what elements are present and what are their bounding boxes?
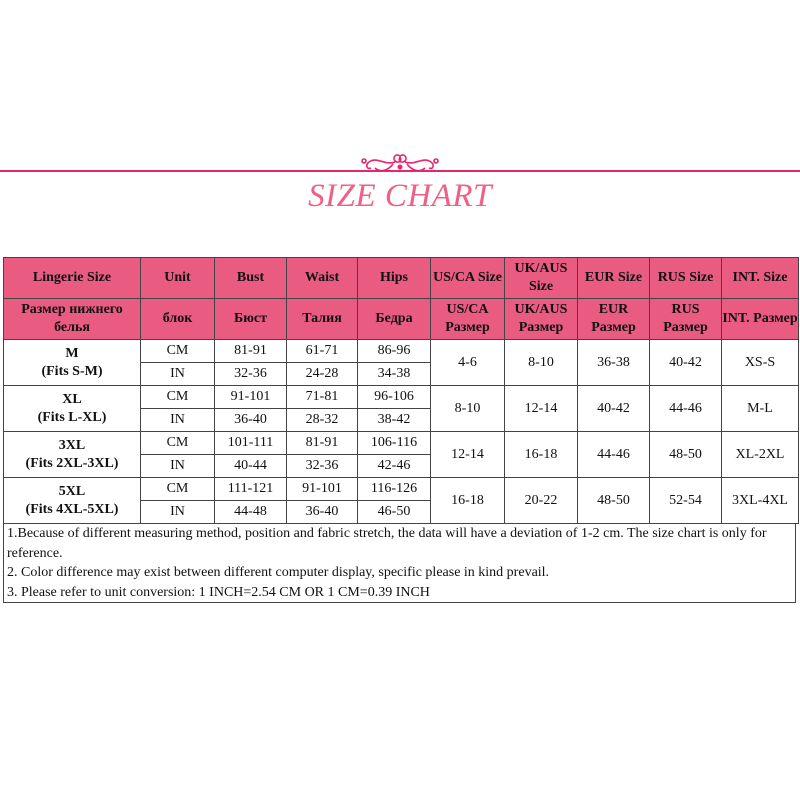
int-size-cell: 3XL-4XL bbox=[722, 478, 799, 524]
table-row bbox=[4, 340, 799, 363]
bust-cell: 32-36 bbox=[215, 363, 287, 386]
us-size-cell: 12-14 bbox=[431, 432, 505, 478]
hips-cell: 116-126 bbox=[358, 478, 431, 501]
header-cell: Hips bbox=[358, 258, 431, 299]
rus-size-cell: 40-42 bbox=[650, 340, 722, 386]
header-row-russian bbox=[4, 299, 799, 340]
header-cell: EUR Size bbox=[578, 258, 650, 299]
bust-cell: 111-121 bbox=[215, 478, 287, 501]
unit-cell: IN bbox=[141, 455, 215, 478]
page-title: SIZE CHART bbox=[308, 178, 492, 214]
table-row bbox=[4, 432, 799, 455]
hips-cell: 38-42 bbox=[358, 409, 431, 432]
header-cell: UK/AUS Размер bbox=[505, 299, 578, 340]
unit-cell: CM bbox=[141, 432, 215, 455]
hips-cell: 34-38 bbox=[358, 363, 431, 386]
header-row-english bbox=[4, 258, 799, 299]
bust-cell: 91-101 bbox=[215, 386, 287, 409]
hips-cell: 106-116 bbox=[358, 432, 431, 455]
unit-cell: IN bbox=[141, 363, 215, 386]
waist-cell: 71-81 bbox=[287, 386, 358, 409]
size-label-cell bbox=[4, 386, 141, 432]
hips-cell: 86-96 bbox=[358, 340, 431, 363]
rus-size-cell: 52-54 bbox=[650, 478, 722, 524]
bust-cell: 44-48 bbox=[215, 501, 287, 524]
waist-cell: 61-71 bbox=[287, 340, 358, 363]
us-size-cell: 8-10 bbox=[431, 386, 505, 432]
uk-size-cell: 8-10 bbox=[505, 340, 578, 386]
hips-cell: 42-46 bbox=[358, 455, 431, 478]
header-cell: US/CA Размер bbox=[431, 299, 505, 340]
waist-cell: 36-40 bbox=[287, 501, 358, 524]
hips-cell: 46-50 bbox=[358, 501, 431, 524]
note-text: 3. Please refer to unit conversion: 1 INCH=2.54 CM OR 1 CM=0.39 INCH bbox=[7, 584, 430, 600]
unit-cell: CM bbox=[141, 386, 215, 409]
rus-size-cell: 44-46 bbox=[650, 386, 722, 432]
header-cell: EUR Размер bbox=[578, 299, 650, 340]
uk-size-cell: 12-14 bbox=[505, 386, 578, 432]
size-label-cell bbox=[4, 478, 141, 524]
unit-cell: IN bbox=[141, 501, 215, 524]
bust-cell: 40-44 bbox=[215, 455, 287, 478]
bust-cell: 36-40 bbox=[215, 409, 287, 432]
unit-cell: CM bbox=[141, 478, 215, 501]
size-fits: (Fits L-XL) bbox=[37, 409, 107, 425]
table-row bbox=[4, 386, 799, 409]
unit-cell: IN bbox=[141, 409, 215, 432]
header-cell: Bust bbox=[215, 258, 287, 299]
waist-cell: 32-36 bbox=[287, 455, 358, 478]
eur-size-cell: 40-42 bbox=[578, 386, 650, 432]
header-cell: Lingerie Size bbox=[4, 258, 141, 299]
header-cell: RUS Size bbox=[650, 258, 722, 299]
bust-cell: 81-91 bbox=[215, 340, 287, 363]
notes-box bbox=[3, 523, 796, 603]
waist-cell: 24-28 bbox=[287, 363, 358, 386]
eur-size-cell: 36-38 bbox=[578, 340, 650, 386]
size-label-cell bbox=[4, 432, 141, 478]
size-name: 5XL bbox=[58, 483, 86, 499]
header-cell: Талия bbox=[287, 299, 358, 340]
header-cell: Бюст bbox=[215, 299, 287, 340]
table-row bbox=[4, 478, 799, 501]
int-size-cell: M-L bbox=[722, 386, 799, 432]
us-size-cell: 4-6 bbox=[431, 340, 505, 386]
waist-cell: 28-32 bbox=[287, 409, 358, 432]
header-cell: Unit bbox=[141, 258, 215, 299]
uk-size-cell: 20-22 bbox=[505, 478, 578, 524]
size-fits: (Fits 2XL-3XL) bbox=[25, 455, 119, 471]
header-cell: UK/AUS Size bbox=[505, 258, 578, 299]
size-name: M bbox=[65, 345, 79, 361]
header-cell: Размер нижнего белья bbox=[4, 299, 141, 340]
header-cell: INT. Size bbox=[722, 258, 799, 299]
hips-cell: 96-106 bbox=[358, 386, 431, 409]
size-name: 3XL bbox=[58, 437, 86, 453]
size-label-cell bbox=[4, 340, 141, 386]
note-text: 2. Color difference may exist between different computer display, specific please in kind prevail. bbox=[7, 565, 550, 580]
size-chart-table bbox=[3, 257, 799, 524]
waist-cell: 81-91 bbox=[287, 432, 358, 455]
header-cell: Waist bbox=[287, 258, 358, 299]
waist-cell: 91-101 bbox=[287, 478, 358, 501]
note-text: 1.Because of different measuring method, position and fabric stretch, the data will have a deviation of 1-2 cm. The size chart is only for reference. bbox=[7, 526, 767, 561]
us-size-cell: 16-18 bbox=[431, 478, 505, 524]
int-size-cell: XL-2XL bbox=[722, 432, 799, 478]
size-fits: (Fits 4XL-5XL) bbox=[25, 501, 119, 517]
size-name: XL bbox=[62, 391, 82, 407]
int-size-cell: XS-S bbox=[722, 340, 799, 386]
unit-cell: CM bbox=[141, 340, 215, 363]
header-cell: RUS Размер bbox=[650, 299, 722, 340]
flourish-ornament-icon bbox=[355, 150, 445, 178]
size-fits: (Fits S-M) bbox=[41, 363, 103, 379]
header-cell: Бедра bbox=[358, 299, 431, 340]
rus-size-cell: 48-50 bbox=[650, 432, 722, 478]
eur-size-cell: 44-46 bbox=[578, 432, 650, 478]
bust-cell: 101-111 bbox=[215, 432, 287, 455]
header-cell: блок bbox=[141, 299, 215, 340]
header-cell: US/CA Size bbox=[431, 258, 505, 299]
uk-size-cell: 16-18 bbox=[505, 432, 578, 478]
header-cell: INT. Размер bbox=[722, 299, 799, 340]
eur-size-cell: 48-50 bbox=[578, 478, 650, 524]
